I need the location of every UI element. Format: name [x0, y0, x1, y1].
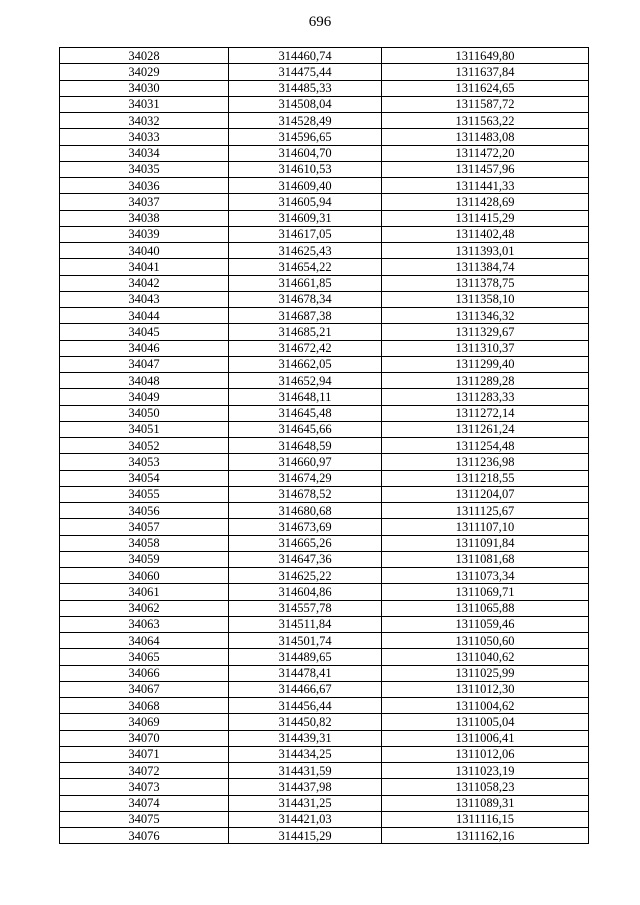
- page-number: 696: [308, 14, 332, 30]
- x-coordinate-cell: 314466,67: [229, 681, 382, 697]
- x-coordinate-cell: 314604,86: [229, 584, 382, 600]
- y-coordinate-cell: 1311236,98: [382, 454, 589, 470]
- table-row: [60, 243, 589, 259]
- table-row: [60, 48, 589, 64]
- table-row: [60, 795, 589, 811]
- y-coordinate-cell: 1311023,19: [382, 763, 589, 779]
- point-number-cell: 34061: [60, 584, 229, 600]
- y-coordinate-cell: 1311272,14: [382, 405, 589, 421]
- x-coordinate-cell: 314687,38: [229, 308, 382, 324]
- table-row: [60, 681, 589, 697]
- point-number-cell: 34048: [60, 373, 229, 389]
- table-row: [60, 80, 589, 96]
- table-row: [60, 405, 589, 421]
- point-number-cell: 34067: [60, 681, 229, 697]
- y-coordinate-cell: 1311059,46: [382, 616, 589, 632]
- x-coordinate-cell: 314439,31: [229, 730, 382, 746]
- x-coordinate-cell: 314609,31: [229, 210, 382, 226]
- point-number-cell: 34028: [60, 48, 229, 64]
- x-coordinate-cell: 314501,74: [229, 633, 382, 649]
- table-row: [60, 454, 589, 470]
- point-number-cell: 34034: [60, 145, 229, 161]
- table-body: [60, 48, 589, 844]
- table-row: [60, 600, 589, 616]
- x-coordinate-cell: 314434,25: [229, 746, 382, 762]
- y-coordinate-cell: 1311218,55: [382, 470, 589, 486]
- point-number-cell: 34056: [60, 503, 229, 519]
- x-coordinate-cell: 314645,66: [229, 421, 382, 437]
- y-coordinate-cell: 1311299,40: [382, 356, 589, 372]
- point-number-cell: 34063: [60, 616, 229, 632]
- y-coordinate-cell: 1311116,15: [382, 811, 589, 827]
- table-row: [60, 421, 589, 437]
- table-row: [60, 259, 589, 275]
- point-number-cell: 34036: [60, 178, 229, 194]
- x-coordinate-cell: 314431,25: [229, 795, 382, 811]
- x-coordinate-cell: 314485,33: [229, 80, 382, 96]
- table-row: [60, 324, 589, 340]
- table-row: [60, 649, 589, 665]
- y-coordinate-cell: 1311378,75: [382, 275, 589, 291]
- point-number-cell: 34059: [60, 551, 229, 567]
- point-number-cell: 34060: [60, 568, 229, 584]
- x-coordinate-cell: 314662,05: [229, 356, 382, 372]
- x-coordinate-cell: 314672,42: [229, 340, 382, 356]
- table-row: [60, 210, 589, 226]
- y-coordinate-cell: 1311428,69: [382, 194, 589, 210]
- y-coordinate-cell: 1311125,67: [382, 503, 589, 519]
- x-coordinate-cell: 314661,85: [229, 275, 382, 291]
- x-coordinate-cell: 314605,94: [229, 194, 382, 210]
- y-coordinate-cell: 1311073,34: [382, 568, 589, 584]
- y-coordinate-cell: 1311025,99: [382, 665, 589, 681]
- y-coordinate-cell: 1311012,30: [382, 681, 589, 697]
- y-coordinate-cell: 1311310,37: [382, 340, 589, 356]
- point-number-cell: 34065: [60, 649, 229, 665]
- y-coordinate-cell: 1311004,62: [382, 698, 589, 714]
- point-number-cell: 34072: [60, 763, 229, 779]
- table-row: [60, 340, 589, 356]
- table-row: [60, 535, 589, 551]
- table-row: [60, 64, 589, 80]
- point-number-cell: 34038: [60, 210, 229, 226]
- x-coordinate-cell: 314511,84: [229, 616, 382, 632]
- coordinates-table: [59, 47, 589, 844]
- point-number-cell: 34071: [60, 746, 229, 762]
- x-coordinate-cell: 314415,29: [229, 828, 382, 844]
- y-coordinate-cell: 1311069,71: [382, 584, 589, 600]
- y-coordinate-cell: 1311415,29: [382, 210, 589, 226]
- point-number-cell: 34064: [60, 633, 229, 649]
- table-row: [60, 161, 589, 177]
- y-coordinate-cell: 1311649,80: [382, 48, 589, 64]
- point-number-cell: 34033: [60, 129, 229, 145]
- table-row: [60, 698, 589, 714]
- table-row: [60, 356, 589, 372]
- point-number-cell: 34054: [60, 470, 229, 486]
- y-coordinate-cell: 1311012,06: [382, 746, 589, 762]
- x-coordinate-cell: 314645,48: [229, 405, 382, 421]
- table-row: [60, 438, 589, 454]
- y-coordinate-cell: 1311065,88: [382, 600, 589, 616]
- point-number-cell: 34074: [60, 795, 229, 811]
- x-coordinate-cell: 314685,21: [229, 324, 382, 340]
- table-row: [60, 486, 589, 502]
- table-row: [60, 226, 589, 242]
- table-row: [60, 519, 589, 535]
- x-coordinate-cell: 314610,53: [229, 161, 382, 177]
- table-row: [60, 373, 589, 389]
- x-coordinate-cell: 314450,82: [229, 714, 382, 730]
- point-number-cell: 34070: [60, 730, 229, 746]
- point-number-cell: 34042: [60, 275, 229, 291]
- point-number-cell: 34052: [60, 438, 229, 454]
- point-number-cell: 34058: [60, 535, 229, 551]
- point-number-cell: 34049: [60, 389, 229, 405]
- table-row: [60, 178, 589, 194]
- point-number-cell: 34062: [60, 600, 229, 616]
- point-number-cell: 34037: [60, 194, 229, 210]
- x-coordinate-cell: 314674,29: [229, 470, 382, 486]
- point-number-cell: 34035: [60, 161, 229, 177]
- y-coordinate-cell: 1311040,62: [382, 649, 589, 665]
- y-coordinate-cell: 1311283,33: [382, 389, 589, 405]
- x-coordinate-cell: 314508,04: [229, 96, 382, 112]
- point-number-cell: 34053: [60, 454, 229, 470]
- x-coordinate-cell: 314475,44: [229, 64, 382, 80]
- table-row: [60, 779, 589, 795]
- point-number-cell: 34046: [60, 340, 229, 356]
- x-coordinate-cell: 314421,03: [229, 811, 382, 827]
- point-number-cell: 34076: [60, 828, 229, 844]
- point-number-cell: 34073: [60, 779, 229, 795]
- table-row: [60, 616, 589, 632]
- table-row: [60, 96, 589, 112]
- x-coordinate-cell: 314528,49: [229, 113, 382, 129]
- table-row: [60, 145, 589, 161]
- y-coordinate-cell: 1311587,72: [382, 96, 589, 112]
- table-row: [60, 291, 589, 307]
- y-coordinate-cell: 1311261,24: [382, 421, 589, 437]
- point-number-cell: 34031: [60, 96, 229, 112]
- x-coordinate-cell: 314678,34: [229, 291, 382, 307]
- y-coordinate-cell: 1311402,48: [382, 226, 589, 242]
- point-number-cell: 34029: [60, 64, 229, 80]
- table-row: [60, 746, 589, 762]
- point-number-cell: 34041: [60, 259, 229, 275]
- point-number-cell: 34044: [60, 308, 229, 324]
- x-coordinate-cell: 314652,94: [229, 373, 382, 389]
- table-row: [60, 551, 589, 567]
- table-row: [60, 503, 589, 519]
- y-coordinate-cell: 1311204,07: [382, 486, 589, 502]
- x-coordinate-cell: 314625,43: [229, 243, 382, 259]
- table-row: [60, 308, 589, 324]
- x-coordinate-cell: 314665,26: [229, 535, 382, 551]
- x-coordinate-cell: 314617,05: [229, 226, 382, 242]
- y-coordinate-cell: 1311089,31: [382, 795, 589, 811]
- x-coordinate-cell: 314604,70: [229, 145, 382, 161]
- y-coordinate-cell: 1311358,10: [382, 291, 589, 307]
- y-coordinate-cell: 1311289,28: [382, 373, 589, 389]
- point-number-cell: 34057: [60, 519, 229, 535]
- point-number-cell: 34066: [60, 665, 229, 681]
- table-row: [60, 714, 589, 730]
- table-row: [60, 828, 589, 844]
- y-coordinate-cell: 1311384,74: [382, 259, 589, 275]
- x-coordinate-cell: 314648,59: [229, 438, 382, 454]
- table-row: [60, 129, 589, 145]
- point-number-cell: 34055: [60, 486, 229, 502]
- table-row: [60, 194, 589, 210]
- x-coordinate-cell: 314647,36: [229, 551, 382, 567]
- y-coordinate-cell: 1311441,33: [382, 178, 589, 194]
- y-coordinate-cell: 1311457,96: [382, 161, 589, 177]
- table-row: [60, 763, 589, 779]
- x-coordinate-cell: 314431,59: [229, 763, 382, 779]
- y-coordinate-cell: 1311393,01: [382, 243, 589, 259]
- table-row: [60, 811, 589, 827]
- y-coordinate-cell: 1311005,04: [382, 714, 589, 730]
- point-number-cell: 34043: [60, 291, 229, 307]
- y-coordinate-cell: 1311563,22: [382, 113, 589, 129]
- point-number-cell: 34050: [60, 405, 229, 421]
- y-coordinate-cell: 1311107,10: [382, 519, 589, 535]
- x-coordinate-cell: 314660,97: [229, 454, 382, 470]
- point-number-cell: 34040: [60, 243, 229, 259]
- x-coordinate-cell: 314654,22: [229, 259, 382, 275]
- y-coordinate-cell: 1311050,60: [382, 633, 589, 649]
- y-coordinate-cell: 1311254,48: [382, 438, 589, 454]
- y-coordinate-cell: 1311006,41: [382, 730, 589, 746]
- x-coordinate-cell: 314460,74: [229, 48, 382, 64]
- x-coordinate-cell: 314456,44: [229, 698, 382, 714]
- y-coordinate-cell: 1311058,23: [382, 779, 589, 795]
- x-coordinate-cell: 314680,68: [229, 503, 382, 519]
- table-row: [60, 730, 589, 746]
- y-coordinate-cell: 1311346,32: [382, 308, 589, 324]
- x-coordinate-cell: 314596,65: [229, 129, 382, 145]
- x-coordinate-cell: 314678,52: [229, 486, 382, 502]
- point-number-cell: 34068: [60, 698, 229, 714]
- x-coordinate-cell: 314625,22: [229, 568, 382, 584]
- point-number-cell: 34032: [60, 113, 229, 129]
- table-row: [60, 568, 589, 584]
- table-row: [60, 470, 589, 486]
- x-coordinate-cell: 314557,78: [229, 600, 382, 616]
- point-number-cell: 34030: [60, 80, 229, 96]
- point-number-cell: 34047: [60, 356, 229, 372]
- y-coordinate-cell: 1311091,84: [382, 535, 589, 551]
- table-row: [60, 275, 589, 291]
- point-number-cell: 34069: [60, 714, 229, 730]
- y-coordinate-cell: 1311472,20: [382, 145, 589, 161]
- y-coordinate-cell: 1311624,65: [382, 80, 589, 96]
- point-number-cell: 34051: [60, 421, 229, 437]
- x-coordinate-cell: 314437,98: [229, 779, 382, 795]
- table-row: [60, 389, 589, 405]
- y-coordinate-cell: 1311637,84: [382, 64, 589, 80]
- y-coordinate-cell: 1311329,67: [382, 324, 589, 340]
- x-coordinate-cell: 314489,65: [229, 649, 382, 665]
- table-row: [60, 633, 589, 649]
- point-number-cell: 34045: [60, 324, 229, 340]
- y-coordinate-cell: 1311081,68: [382, 551, 589, 567]
- table-row: [60, 113, 589, 129]
- x-coordinate-cell: 314648,11: [229, 389, 382, 405]
- table-row: [60, 665, 589, 681]
- point-number-cell: 34039: [60, 226, 229, 242]
- y-coordinate-cell: 1311483,08: [382, 129, 589, 145]
- x-coordinate-cell: 314673,69: [229, 519, 382, 535]
- y-coordinate-cell: 1311162,16: [382, 828, 589, 844]
- point-number-cell: 34075: [60, 811, 229, 827]
- x-coordinate-cell: 314478,41: [229, 665, 382, 681]
- x-coordinate-cell: 314609,40: [229, 178, 382, 194]
- table-row: [60, 584, 589, 600]
